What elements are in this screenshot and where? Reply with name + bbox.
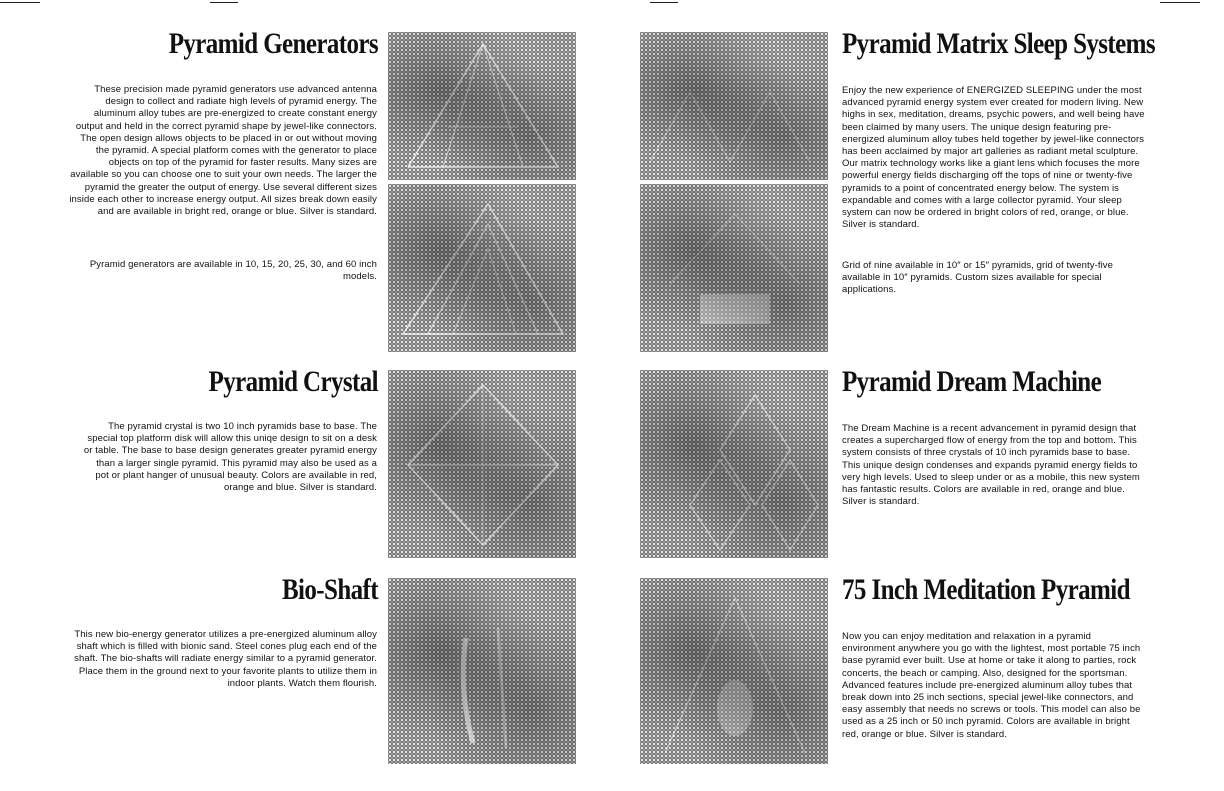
meditation-pyramid-photo xyxy=(640,578,828,764)
pyramid-crystal-title: Pyramid Crystal xyxy=(208,366,378,399)
pyramid-generators-photo-top xyxy=(388,32,576,180)
bio-shaft-description: This new bio-energy generator utilizes a pre-energized aluminum alloy shaft which is filled with bionic sand. Steel cones plug each end of the shaft. The bio-shafts will radiate energy similar to a pyramid generator. Place them in the ground next to your favorite plants to utilize them in indoor plants. Watch them flourish. xyxy=(74,629,377,689)
pyramid-matrix-title: Pyramid Matrix Sleep Systems xyxy=(842,28,1156,61)
bio-shaft-title: Bio-Shaft xyxy=(281,574,378,607)
meditation-pyramid-description: Now you can enjoy meditation and relaxation in a pyramid environment anywhere you go with the lightest, most portable 75 inch base pyramid ever built. Use at home or take it along to parties, rock concerts, the beach or camping. Also, designed for the sportsman. Advanced features include pre-energized aluminum alloy tubes that break down into 25 inch sections, special jewel-like connectors, and easy assembly that needs no screws or tools. This model can also be used as a 25 inch or 50 inch pyramid. Colors are available in bright red, orange or blue. Silver is standard. xyxy=(842,631,1141,740)
bio-shaft-photo xyxy=(388,578,576,764)
pyramid-generators-sizes: Pyramid generators are available in 10, 15, 20, 25, 30, and 60 inch models. xyxy=(89,259,377,283)
pyramid-crystal-description: The pyramid crystal is two 10 inch pyramids base to base. The special top platform disk will allow this uniqe design to sit on a desk or table. The base to base design generates greater pyramid energy than a larger single pyramid. This pyramid may also be used as a pot or plant hanger of unusual beauty. Colors are available in red, orange and blue. Silver is standard. xyxy=(83,421,377,494)
pyramid-generators-photo-bottom xyxy=(388,184,576,352)
pyramid-generators-title: Pyramid Generators xyxy=(168,28,378,61)
pyramid-dream-machine-description: The Dream Machine is a recent advancement in pyramid design that creates a supercharged flow of energy from the top and bottom. This system consists of three crystals of 10 inch pyramids base to base. This unique design condenses and expands pyramid energy fields to very high levels. Used to sleep under or as a mobile, this new system has fantastic results. Colors are available in red, orange and blue. Silver is standard. xyxy=(842,423,1140,508)
pyramid-matrix-photo-top xyxy=(640,32,828,180)
crop-mark xyxy=(650,2,678,3)
pyramid-crystal-photo xyxy=(388,370,576,558)
crop-mark xyxy=(0,2,40,3)
pyramid-dream-machine-title: Pyramid Dream Machine xyxy=(842,366,1102,399)
meditation-pyramid-title: 75 Inch Meditation Pyramid xyxy=(842,574,1130,607)
pyramid-matrix-description: Enjoy the new experience of ENERGIZED SLEEPING under the most advanced pyramid energy system ever created for modern living. New highs in sex, meditation, dreams, psychic powers, and well being have been claimed by many users. The unique design featuring pre-energized aluminum alloy tubes held together by jewel-like connectors has been acclaimed by major art galleries as radiant metal sculpture. Our matrix technology works like a giant lens which focuses the more powerful energy fields discharging off the tops of nine or twenty-five pyramids to a point of concentrated energy below. The system is expandable and comes with a large collector pyramid. Your sleep system can now be ordered in bright colors of red, orange, or blue. Silver is standard. xyxy=(842,85,1145,231)
pyramid-dream-machine-photo xyxy=(640,370,828,558)
pyramid-generators-description: These precision made pyramid generators use advanced antenna design to collect and radiate high levels of pyramid energy. The aluminum alloy tubes are pre-energized to create constant energy output and held in the correct pyramid shape by jewel-like connectors. The open design allows objects to be placed in or out without moving the pyramid. A special platform comes with the generator to place objects on top of the pyramid for faster results. Many sizes are available so you can choose one to suit your own needs. The larger the pyramid the greater the output of energy. Use several different sizes inside each other to increase energy output. All sizes break down easily and are available in bright red, orange or blue. Silver is standard. xyxy=(69,84,377,218)
crop-mark xyxy=(210,2,238,3)
pyramid-matrix-sizes: Grid of nine available in 10″ or 15″ pyramids, grid of twenty-five available in 10″ pyramids. Custom sizes available for special applications. xyxy=(842,260,1114,296)
pyramid-matrix-photo-bottom xyxy=(640,184,828,352)
crop-mark xyxy=(1160,2,1200,3)
